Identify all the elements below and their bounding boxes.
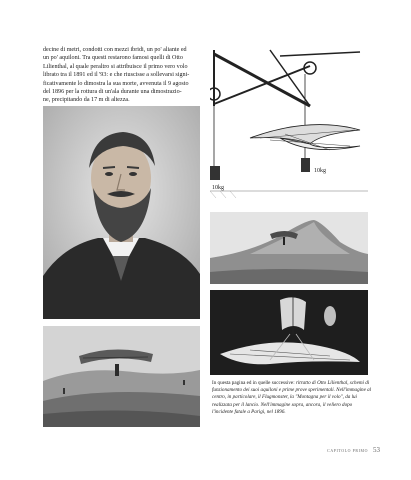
caption-lead: In questa pagina ed in quelle successive: [212,380,295,386]
running-head: CAPITOLO PRIMO [327,449,368,453]
glider-hill-photo [43,326,200,427]
weight-right-label: 10kg [314,168,326,174]
figure-caption [212,380,372,416]
wreck-photo [210,290,368,375]
body-line: ficativamente lo dimostra la sua morte, avvenuta il 9 agosto [43,80,189,87]
body-text [43,46,207,105]
body-line: un po' aquiloni. Tra questi restarono famosi quelli di Otto [43,55,183,62]
caption-text: ritratto di Otto Lilienthal, schemi di funzionamento dei suoi aquiloni e prime prove sperimentali. Nell'immagine al centro, in particolare, il Flugmonster, la "Montagna per il volo", da lui realizzata per il lancio. Nell'immagine sopra, ancora, il veliero dopo l'incidente fatale a Parigi, nel 1896. [212,380,372,415]
body-line: librato tra il 1891 ed il '93: e che riuscisse a sollevarsi signi- [43,72,190,79]
conical-hill-photo [210,212,368,284]
rotating-arm-diagram [210,46,368,204]
body-line: ne, precipitando da 17 m di altezza. [43,97,130,104]
body-line: del 1896 per la rottura di un'ala durante una dimostrazio- [43,89,182,96]
body-line: Lilienthal, al quale peraltro si attribuisce il primo vero volo [43,63,188,70]
page-footer [300,446,380,454]
body-line: decine di metri, condotti con mezzi ibridi, un po' aliante ed [43,47,187,53]
page-number: 53 [373,446,380,454]
portrait-photo [43,106,200,319]
weight-left-label: 10kg [212,185,224,191]
